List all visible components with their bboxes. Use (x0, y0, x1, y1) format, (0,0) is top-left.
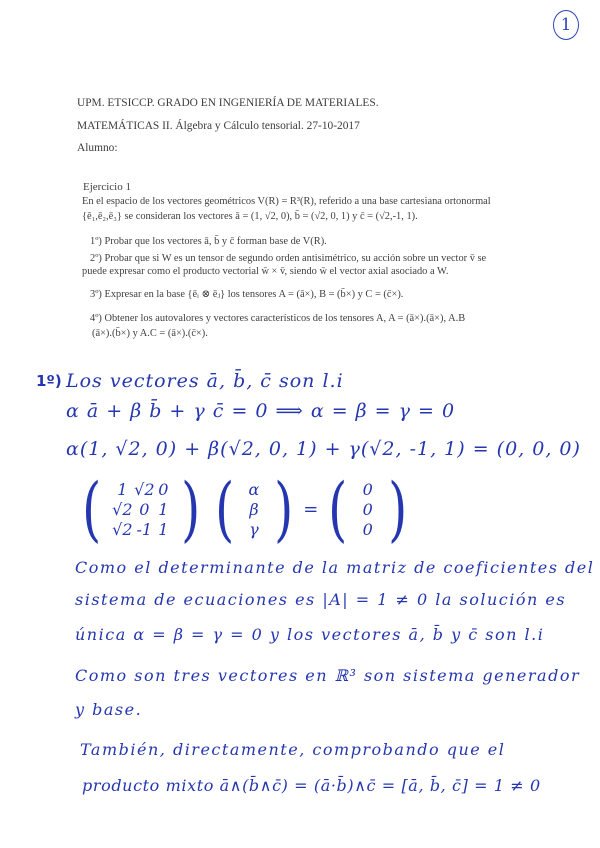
left-paren-icon: ( (328, 468, 348, 550)
answer-line-1: Los vectores ā, b̄, c̄ son l.i (66, 370, 344, 392)
answer-line-5: sistema de ecuaciones es |A| = 1 ≠ 0 la solución es (75, 590, 567, 609)
matrix-cell: 1 (117, 479, 128, 499)
matrix-cell: √2 (112, 499, 133, 519)
vector-cell: γ (249, 519, 259, 539)
exercise-intro-line1: En el espacio de los vectores geométricos V(R) = R³(R), referido a una base cartesiana ortonormal (82, 196, 491, 207)
right-paren-icon: ) (274, 468, 294, 550)
question-2-line2: puede expresar como el producto vectorial w̄ × v̄, siendo w̄ el vector axial asociado a W. (82, 266, 449, 277)
exercise-intro-line2: {ē₁,ē₂,ē₃} se consideran los vectores ā = (1, √2, 0), b̄ = (√2, 0, 1) y c̄ = (√2,-1, 1). (82, 211, 418, 222)
question-4-line1: 4º) Obtener los autovalores y vectores característicos de los tensores A, A = (ā×).(ā×), A.B (90, 313, 466, 324)
question-2-line1: 2º) Probar que si W es un tensor de segundo orden antisimétrico, su acción sobre un vector v̄ se (90, 253, 487, 264)
question-4-line2: (ā×).(b̄×) y A.C = (ā×).(c̄×). (92, 328, 208, 339)
page-number: 1 (553, 10, 579, 40)
matrix-cell: 0 (158, 479, 169, 499)
vector-cell: 0 (362, 499, 373, 519)
equals-sign: = (303, 498, 319, 520)
exercise-title: Ejercicio 1 (83, 181, 131, 193)
vector-cell: 0 (362, 479, 373, 499)
header-student: Alumno: (77, 142, 118, 154)
answer-line-4: Como el determinante de la matriz de coeficientes del (75, 558, 595, 577)
answer-line-10: producto mixto ā∧(b̄∧c̄) = (ā·b̄)∧c̄ = [ā, b̄, c̄] = 1 ≠ 0 (82, 776, 541, 795)
answer-label: 1º) (36, 372, 62, 390)
answer-line-2: α ā + β b̄ + γ c̄ = 0 ⟹ α = β = γ = 0 (66, 400, 456, 422)
vector-cell: 0 (362, 519, 373, 539)
matrix-cell: -1 (136, 519, 153, 539)
unknowns-vector (244, 480, 264, 539)
coefficient-matrix-equation (78, 468, 411, 550)
matrix-cell: √2 (134, 479, 155, 499)
left-paren-icon: ( (214, 468, 234, 550)
right-paren-icon: ) (387, 468, 407, 550)
answer-line-3: α(1, √2, 0) + β(√2, 0, 1) + γ(√2, -1, 1) = (0, 0, 0) (66, 438, 581, 460)
question-1: 1º) Probar que los vectores ā, b̄ y c̄ forman base de V(R). (90, 236, 327, 247)
rhs-vector (358, 480, 378, 539)
answer-line-7: Como son tres vectores en ℝ³ son sistema generador (75, 666, 581, 685)
coefficient-matrix (111, 480, 171, 539)
answer-line-8: y base. (75, 700, 143, 719)
matrix-cell: 1 (158, 499, 169, 519)
answer-line-6: única α = β = γ = 0 y los vectores ā, b̄ y c̄ son l.i (75, 625, 545, 644)
matrix-cell: √2 (112, 519, 133, 539)
right-paren-icon: ) (181, 468, 201, 550)
matrix-cell: 0 (139, 499, 150, 519)
matrix-cell: 1 (158, 519, 169, 539)
answer-line-9: También, directamente, comprobando que el (80, 740, 506, 759)
left-paren-icon: ( (82, 468, 102, 550)
header-university: UPM. ETSICCP. GRADO EN INGENIERÍA DE MATERIALES. (77, 97, 379, 109)
vector-cell: β (249, 499, 259, 519)
header-course: MATEMÁTICAS II. Álgebra y Cálculo tensorial. 27-10-2017 (77, 120, 360, 132)
vector-cell: α (248, 479, 260, 499)
question-3: 3º) Expresar en la base {ēᵢ ⊗ ēⱼ} los tensores A = (ā×), B = (b̄×) y C = (c̄×). (90, 289, 404, 300)
